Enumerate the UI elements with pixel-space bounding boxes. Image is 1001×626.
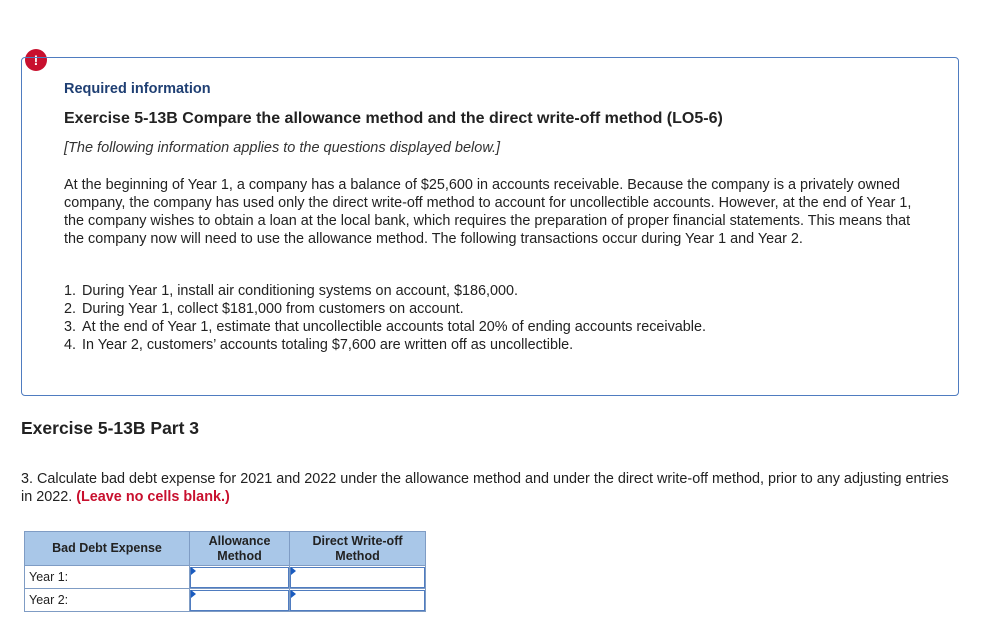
applies-note: [The following information applies to the questions displayed below.]: [64, 140, 501, 156]
transaction-list: [64, 282, 706, 354]
allowance-year-2-input[interactable]: [190, 590, 289, 611]
dwo-year-2-cell: [290, 589, 426, 612]
exercise-title: Exercise 5-13B Compare the allowance method and the direct write-off method (LO5-6): [64, 110, 723, 127]
question-note: (Leave no cells blank.): [76, 489, 230, 505]
dwo-year-2-input[interactable]: [290, 590, 425, 611]
allowance-year-2-cell: [190, 589, 290, 612]
dwo-year-1-cell: [290, 566, 426, 589]
part-title: Exercise 5-13B Part 3: [21, 418, 200, 438]
cell-marker-icon: [191, 590, 196, 598]
required-info-heading: Required information: [64, 81, 211, 97]
row-label-year-1: Year 1:: [25, 566, 190, 589]
header-direct-write-off-method: Direct Write-off Method: [290, 532, 426, 566]
list-item: 2. During Year 1, collect $181,000 from customers on account.: [64, 301, 464, 317]
header-bad-debt-expense: Bad Debt Expense: [25, 532, 190, 566]
alert-icon: !: [25, 49, 47, 71]
list-item: 3. At the end of Year 1, estimate that uncollectible accounts total 20% of ending accounts receivable.: [64, 319, 706, 335]
question-text: 3. Calculate bad debt expense for 2021 and 2022 under the allowance method and under the direct write-off method, prior to any adjusting entries in 2022. (Leave no cells blank.): [21, 471, 949, 505]
intro-paragraph: At the beginning of Year 1, a company has a balance of $25,600 in accounts receivable. Because the company is a privately owned company, the company has used only the direct write-off method to account for uncollectible accounts. However, at the end of Year 1, the company wishes to obtain a loan at the local bank, which requires the preparation of proper financial statements. This means that the company now will need to use the allowance method. The following transactions occur during Year 1 and Year 2.: [64, 177, 912, 247]
bad-debt-expense-table: [24, 531, 426, 612]
cell-marker-icon: [291, 590, 296, 598]
allowance-year-1-input[interactable]: [190, 567, 289, 588]
allowance-year-1-cell: [190, 566, 290, 589]
table-row: [25, 589, 426, 612]
cell-marker-icon: [191, 567, 196, 575]
list-item: 4. In Year 2, customers’ accounts totaling $7,600 are written off as uncollectible.: [64, 337, 574, 353]
cell-marker-icon: [291, 567, 296, 575]
header-allowance-method: Allowance Method: [190, 532, 290, 566]
row-label-year-2: Year 2:: [25, 589, 190, 612]
list-item: 1. During Year 1, install air conditioning systems on account, $186,000.: [64, 283, 518, 299]
table-row: [25, 566, 426, 589]
dwo-year-1-input[interactable]: [290, 567, 425, 588]
